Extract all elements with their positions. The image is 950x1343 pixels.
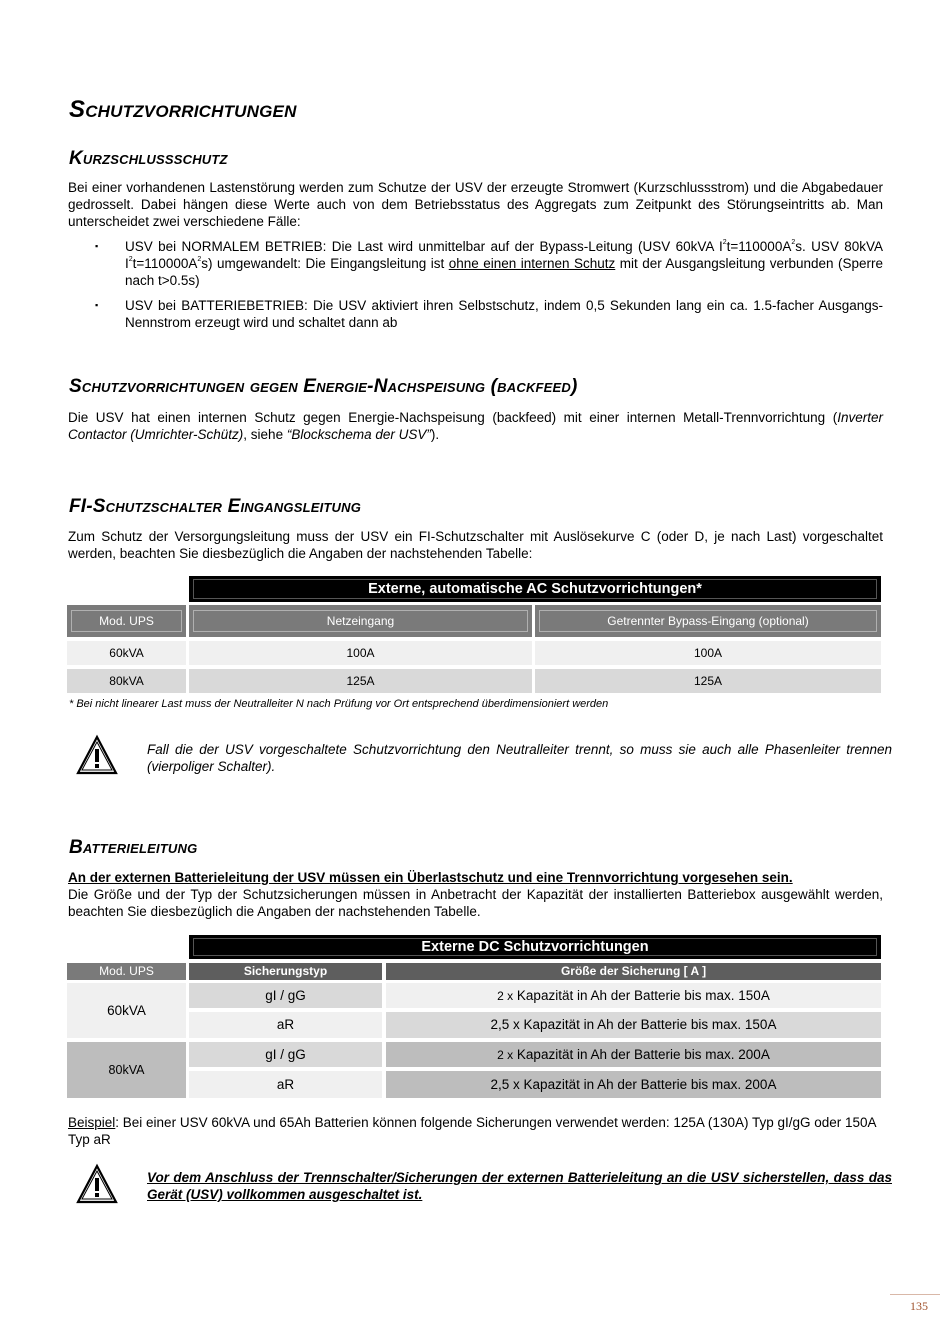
dc-header-type: Sicherungstyp: [189, 963, 382, 980]
heading-kurzschlussschutz: Kurzschlussschutz: [69, 148, 228, 169]
warning-text-neutral: Fall die der USV vorgeschaltete Schutzvorrichtung den Neutralleiter trennt, so muss sie auch alle Phasenleiter trennen (vierpoliger Schalter).: [147, 742, 892, 774]
fi-text: Zum Schutz der Versorgungsleitung muss der USV ein FI-Schutzschalter mit Auslösekurve C (oder D, je nach Last) vorgeschaltet werden, beachten Sie diesbezüglich die Angaben der nachstehenden Tabelle:: [68, 529, 883, 561]
dc-type-cell: gI / gG: [189, 983, 382, 1008]
page-title: Schutzvorrichtungen: [69, 96, 297, 123]
kurzschluss-intro: Bei einer vorhandenen Lastenstörung werden zum Schutze der USV der erzeugte Stromwert (Kurzschlussstrom) und die Abgabedauer gedrosselt. Dabei hängen diese Werte auch von dem Betriebsstatus des Aggregats zum Zeitpunkt des Störungseintritts ab. Man unterscheidet zwei verschiedene Fälle:: [68, 180, 883, 229]
dc-header-model: Mod. UPS: [67, 963, 186, 980]
backfeed-text: Die USV hat einen internen Schutz gegen Energie-Nachspeisung (backfeed) mit einer internen Metall-Trennvorrichtung (Inverter Contactor (Umrichter-Schütz), siehe “Blockschema der USV”).: [68, 410, 883, 442]
ac-cell: 125A: [189, 669, 532, 693]
bullet-marker: ▪: [95, 241, 99, 251]
ac-cell: 80kVA: [67, 669, 186, 693]
bullet-batterie-text: USV bei BATTERIEBETRIEB: Die USV aktiviert ihren Selbstschutz, indem 0,5 Sekunden lang ein ca. 1.5-facher Ausgangs-Nennstrom erzeugt wird und schaltet dann ab: [125, 298, 883, 330]
dc-type-cell: aR: [189, 1071, 382, 1098]
dc-size-cell: 2 x Kapazität in Ah der Batterie bis max. 200A: [386, 1042, 881, 1067]
dc-model-cell: 80kVA: [67, 1042, 186, 1098]
heading-fi-schutzschalter: FI-Schutzschalter Eingangsleitung: [69, 496, 362, 517]
ac-cell: 100A: [535, 641, 881, 665]
warning-icon: [76, 1163, 118, 1210]
page-number: 135: [910, 1299, 928, 1313]
bullet-normal-text: USV bei NORMALEM BETRIEB: Die Last wird unmittelbar auf der Bypass-Leitung (USV 60kVA $I^2t=110000A^2s$. USV 80kVA $I^2t=110000A^2s$) umgewandelt: Die Eingangsleitung ist ohne einen internen Schutz mit der Ausgangsleitung verbunden (Sperre nach t>0.5s): [125, 239, 884, 288]
ac-table-title: Externe, automatische AC Schutzvorrichtungen*: [189, 576, 881, 602]
page-number-rule: [890, 1294, 940, 1295]
ac-header-netzeingang: Netzeingang: [189, 605, 532, 637]
ac-table-note: * Bei nicht linearer Last muss der Neutralleiter N nach Prüfung vor Ort entsprechend überdimensioniert werden: [69, 698, 609, 710]
ac-header-bypass: Getrennter Bypass-Eingang (optional): [535, 605, 881, 637]
ac-cell: 100A: [189, 641, 532, 665]
batterie-requirement: An der externen Batterieleitung der USV müssen ein Überlastschutz und eine Trennvorrichtung vorgesehen sein.: [68, 870, 793, 885]
bullet-marker: ▪: [95, 300, 99, 310]
warning-text-battery: Vor dem Anschluss der Trennschalter/Sicherungen der externen Batterieleitung an die USV sicherstellen, dass das Gerät (USV) vollkommen ausgeschaltet ist.: [147, 1170, 892, 1202]
ac-cell: 60kVA: [67, 641, 186, 665]
dc-header-size: Größe der Sicherung [ A ]: [386, 963, 881, 980]
dc-table-title: Externe DC Schutzvorrichtungen: [189, 935, 881, 959]
bullet-normal-betrieb: [68, 238, 883, 290]
ac-cell: 125A: [535, 669, 881, 693]
warning-icon: [76, 734, 118, 781]
batterie-text: Die Größe und der Typ der Schutzsicherungen müssen in Anbetracht der Kapazität der installierten Batteriebox ausgewählt werden, beachten Sie diesbezüglich die Angaben der nachstehenden Tabelle.: [68, 887, 883, 919]
dc-type-cell: aR: [189, 1012, 382, 1038]
bullet-batteriebetrieb: [68, 297, 883, 333]
dc-size-cell: 2 x Kapazität in Ah der Batterie bis max. 150A: [386, 983, 881, 1008]
dc-model-cell: 60kVA: [67, 983, 186, 1038]
dc-size-cell: 2,5 x Kapazität in Ah der Batterie bis max. 150A: [386, 1012, 881, 1038]
ac-header-model: Mod. UPS: [67, 605, 186, 637]
example-text: Beispiel: Bei einer USV 60kVA und 65Ah Batterien können folgende Sicherungen verwendet werden: 125A (130A) Typ gI/gG oder 150A Typ aR: [68, 1115, 876, 1147]
dc-size-cell: 2,5 x Kapazität in Ah der Batterie bis max. 200A: [386, 1071, 881, 1098]
heading-batterieleitung: Batterieleitung: [69, 837, 198, 858]
dc-type-cell: gI / gG: [189, 1042, 382, 1067]
heading-backfeed: Schutzvorrichtungen gegen Energie-Nachspeisung (backfeed): [69, 376, 578, 397]
